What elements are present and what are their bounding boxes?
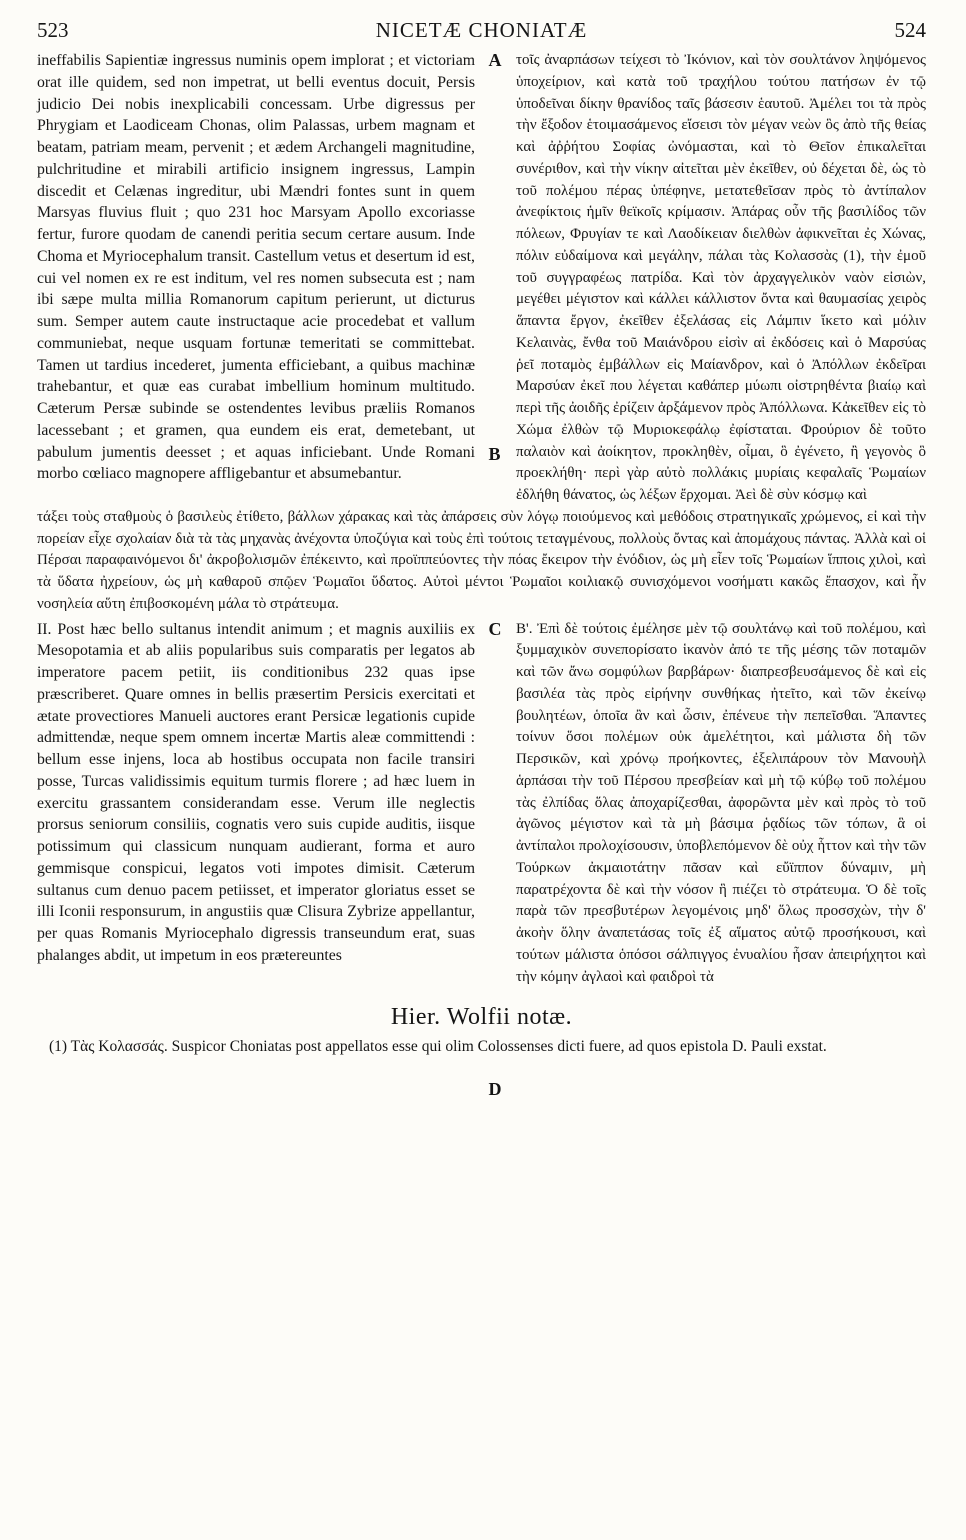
- running-header: [37, 0, 926, 50]
- margin-mark-b: B: [488, 444, 501, 464]
- section-1-columns: [37, 50, 926, 507]
- page-number-right: 524: [894, 18, 926, 42]
- greek-column-1: τοῖς ἀναρπάσων τείχεσι τὸ Ἰκόνιον, καὶ τὸν σουλτάνον ληψόμενος ὑποχείριον, καὶ κατὰ τοῦ τραχήλου τούτου πατήσων ἐν τῷ ὑποδεῖναι δίκην θρανίδος ταῖς βάσεσιν ἑαυτοῦ. Ἀμέλει τοι τὰ πρὸς τὴν ἔξοδον ἑτοιμασάμενος εἴσεισι τὸν μέγαν νεὼν ὃς ἀπὸ τῆς θείας καὶ ἀῤῥήτου Σοφίας ὠνόμασται, καὶ τὸ Θεῖον ἐπικαλεῖται συνέριθον, καὶ τὴν νίκην αἰτεῖται μὲν ἐκεῖθεν, οὐ δέχεται δὲ, ὡς τὸ τοῦ πολέμου πέρας ὑπέφηνε, μετατεθεῖσαν πρὸς τὸ ἀντίπαλον ἀνεφίκτοις ἡμῖν θεϊκοῖς κρίμασιν. Ἀπάρας οὖν τῆς βασιλίδος τῶν πόλεων, Φρυγίαν τε καὶ Λαοδίκειαν διελθὼν ἀφικνεῖται ἐς Χώνας, πόλιν εὐδαίμονα καὶ μεγάλην, πάλαι τὰς Κολασσὰς (1), τὴν ἐμοῦ τοῦ συγγραφέως πατρίδα. Καὶ τὸν ἀρχαγγελικὸν ναὸν εἰσιὼν, μεγέθει μέγιστον καὶ κάλλει κάλλιστον ὄντα καὶ θαυμασίας χειρὸς ἅπαντα ἔργον, ἐκεῖθεν ἐξελάσας εἰς Λάμπιν ἵκετο καὶ μόλιν Κελαινὰς, ἔνθα τοῦ Μαιάνδρου εἰσὶν αἱ ἐκδόσεις καὶ ὁ Μαρσύας ῥεῖ ποταμὸς ἐμβάλλων εἰς Μαίανδρον, καὶ ὁ Ἀπόλλων ἐκδεῖραι Μαρσύαν ἐκεῖ που λέγεται καθάπερ μύωπι οἰστρηθέντα βιαίῳ καὶ περὶ τῆς ἀοιδῆς ἐρίζειν ἀρξάμενον πρὸς Ἀπόλλωνα. Κἀκεῖθεν εἰς τὸ Χώμα ἐλθὼν τῷ Μυριοκεφάλῳ ἐφίσταται. Φρούριον δὲ τοῦτο παλαιὸν καὶ ἀοίκητον, προκληθὲν, οἶμαι, ὃ ἐγένετο, ἢ γεγονὸς ὃ προεκλήθη· περὶ γὰρ αὐτὸ πολλάκις μυρίαις κεφαλαῖς Ῥωμαίων ἐδλήθη θάνατος, ὡς λέξων ἔρχομαι. Ἀεὶ δὲ σὺν κόσμῳ καὶ: [516, 52, 926, 503]
- margin-mark-c: C: [488, 618, 502, 639]
- greek-full-width-passage: τάξει τοὺς σταθμοὺς ὁ βασιλεὺς ἐτίθετο, βάλλων χάρακας καὶ τὰς ἀπάρσεις σὺν λόγῳ ποιούμενος καὶ μεθόδοις στρατηγικαῖς χρώμενος, εἰ καὶ τὴν πορείαν εἶχε σχολαίαν διὰ τὰ τὰς μηχανὰς ἀνέχοντα ὑποζύγια καὶ τοὺς ἐπὶ τούτοις τεταγμένους, πολλοὺς ὄντας καὶ ἀπομάχους πάντας. Ἀλλὰ καὶ οἱ Πέρσαι παραφαινόμενοι δι' ἀκροβολισμῶν ἐπέκειντο, καὶ προϊππεύοντες τὴν πόας ἔκειρον τὴν ἐνόδιον, ὡς μὴ εἶεν τοῖς Ῥωμαίων ἵπποις χιλοὶ, καὶ τὰ ὕδατα ἠχρείουν, ὡς μὴ καθαροῦ σπῷεν Ῥωμαῖοι ὕδατος. Αὐτοὶ μέντοι Ῥωμαῖοι κοιλιακῷ συνισχόμενοι νοσήματι κακῶς ἔπασχον, καὶ ἦν νοσηλεία αὕτη ἐπιβοσκομένη μάλα τὸ στράτευμα.: [37, 508, 926, 612]
- latin-column-1: ineffabilis Sapientiæ ingressus numinis opem implorat ; et victoriam orat ille quidem, sed non impetrat, ut belli eventus docuit, Persis judicio Dei nobis inexplicabili concessam. Urbe digressus per Phrygiam et Laodiceam Chonas, olim Palassas, urbem magnam et beatam, patriam meam, pervenit ; et ædem Archangeli magnitudine, pulchritudine et mirabili artificio insignem ingressus, Lampin discedit et Celænas ingreditur, ubi Mændri fontes sunt in quem Marsyas fluvius fluit ; quo 231 hoc Marsyam Apollo excoriasse fertur, furore quodam de canendi peritia secum certare ausum. Inde Choma et Myriocephalum transit. Castellum vetus et desertum id est, cui vel nomen ex re est inditum, vel res nomen subsecuta est ; nam ibi sæpe multa millia Romanorum capitum perierunt, ut dicturus sum. Semper autem caute instructaque acie procedebat et vallum communiebat, neque usquam fortunæ temeritati se committebat. Tamen ut tardius incederet, jumenta efficiebant, a quibus machinæ trahebantur, et quæ eas curabat imbellium hominum multitudo. Cæterum Persæ subinde se ostendentes levibus præliis Romanos lacessebant ; et gramen, qua eundem eis erat, demetebant, ut pabulum jumentis deesset ; et aquas inficiebant. Unde Romani morbo cœliaco magnopere affligebantur et absumebantur.: [37, 52, 475, 483]
- margin-gutter-1: [481, 50, 511, 507]
- greek-column-2: Β'. Ἐπὶ δὲ τούτοις ἐμέλησε μὲν τῷ σουλτάνῳ καὶ τοῦ πολέμου, καὶ ξυμμαχικὸν συνεπορίσατο ἱκανὸν ἀπό τε τῆς μέσης τῶν ποταμῶν καὶ τῶν ἄνω σομφύλων βαρβάρων· διαπρεσβευσάμενος δὲ καὶ εἰς βασιλέα τὰς πρὸς εἰρήνην συνθήκας ἠτεῖτο, καὶ τῶν ἐκείνῳ βουλητέων, ὁποῖα ἂν καὶ ὦσιν, ἐπένευε τὴν πεπεῖσθαι. Ἅπαντες τοίνυν ὅσοι πολέμων οὐκ ἀμελέτητοι, καὶ μάλιστα δὴ τῶν Περσικῶν, καὶ χρόνῳ προήκοντες, ἐξελιπάρουν τὸν Μανουὴλ ἁρπάσαι τὴν τοῦ Πέρσου πρεσβείαν καὶ μὴ τῷ κύβῳ τοῦ πολέμου τὰς ἐλπίδας ὅλας ἀποχαρίζεσθαι, ἀφορῶντα μὲν καὶ πρὸς τὸ τοῦ ἀγῶνος μέγιστον καὶ τὰ μὴ βάσιμα ῥᾳδίως τῶν τόπων, ἃ οἱ ἀντίπαλοι προλοχίσουσιν, ὑποβλεπόμενον δὲ οὐχ ἧττον καὶ τὴν τῶν Τούρκων ἀκμαιοτάτην πᾶσαν καὶ εὔϊππον δύναμιν, μὴ παρατρέχοντα δὲ καὶ τὴν νόσον ἣ πιέζει τὸ στράτευμα. Ὁ δὲ τοῖς παρὰ τῶν πρεσβυτέρων λεγομένοις μηδ' ὅλως προσσχὼν, τὴν δ' ἀκοὴν ὅλην ἀναπετάσας τοῖς ἐξ αἵματος αὐτῷ προσήκουσι, καὶ τούτων μάλιστα ὁπόσοι σάλπιγγος ἐνυαλίου ἦσαν ἀπειρήχητοι καὶ τὴν κόμην ἀγλαοὶ καὶ φαιδροὶ τὰ: [516, 620, 926, 985]
- footnote: (1) Τὰς Κολασσάς. Suspicor Choniatas post appellatos esse qui olim Colossenses dicti fuere, ad quos epistola D. Pauli exstat.: [49, 1038, 827, 1056]
- margin-gutter-2: [481, 618, 511, 1099]
- latin-column-2: II. Post hæc bello sultanus intendit animum ; et magnis auxiliis ex Mesopotamia et ab aliis popularibus suis comparatis per legatos ab imperatore pacem petiit, iis conditionibus 232 quas ipse præscriberet. Quare omnes in bellis præsertim Persicis exercitati et ætate provectiores Manueli auctores erant Persicæ legationis cupide admittendæ, neque spem omnem incertæ Martis aleæ committendi : bellum esse injens, loca ab hostibus occupata non facile transiri posse, Turcas validissimis equitum turmis florere ; ad hæc luem in exercitu grassantem considerandam esse. Verum ille neglectis prorsus seniorum consiliis, cognatis vero suis cupide auditis, iisque potissimum qui classicum nunquam audierant, forma et auro gemmisque conspicui, legatos voti impotes dimisit. Cæterum sultanus cum denuo pacem petiisset, et imperator gloriatus esset se illi Iconii responsurum, in angustiis quæ Clisura Zybrize appellantur, per quas Romanis Myriocephalo digressis transeundum erat, suas phalanges abdit, ut impetum in eos prætereuntes: [37, 620, 475, 964]
- page-number-left: 523: [37, 18, 69, 42]
- margin-mark-d: D: [488, 1078, 502, 1099]
- margin-mark-a: A: [488, 50, 502, 70]
- notes-heading: Hier. Wolfii notæ.: [390, 1004, 573, 1031]
- running-title: NICETÆ CHONIATÆ: [375, 18, 588, 42]
